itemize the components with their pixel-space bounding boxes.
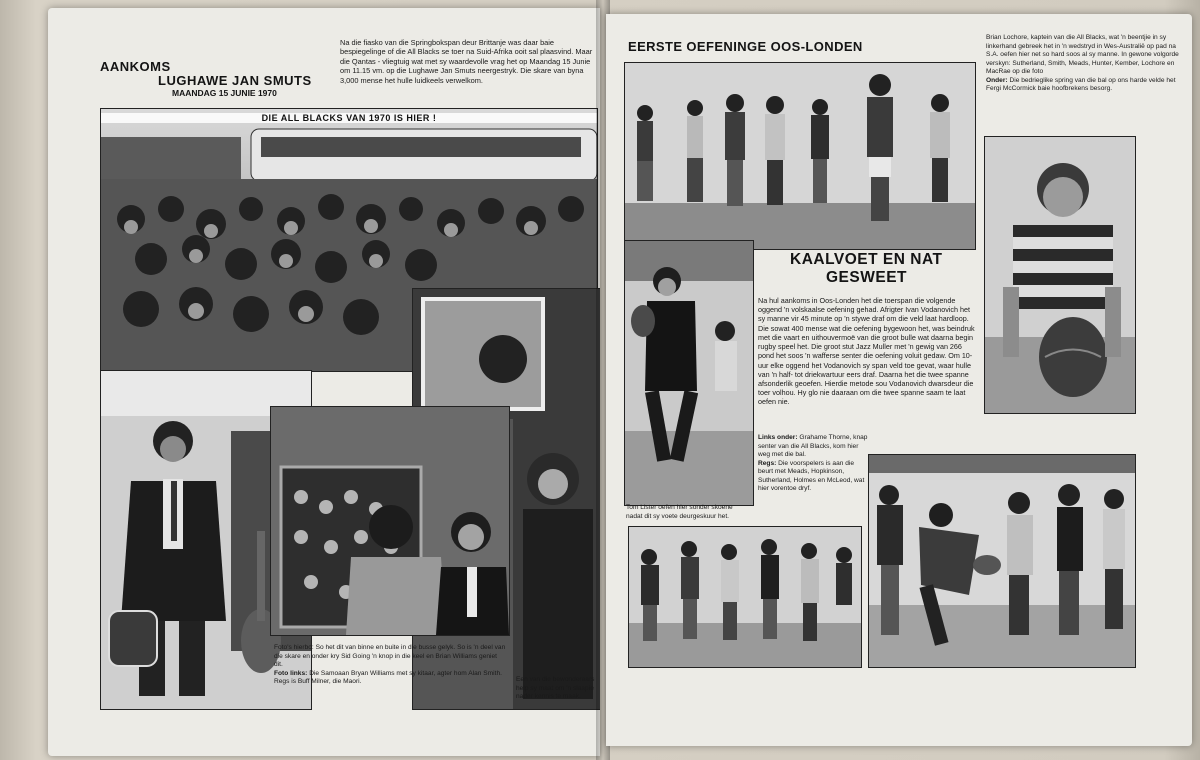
- right-caption-regs-label: Regs:: [758, 459, 777, 467]
- right-caption-links-onder: [758, 434, 870, 494]
- left-caption-right: Een van die bewonderaars help sy maat om 'n slaapie nader kennis te maak.: [516, 676, 595, 701]
- practice-photo: [628, 526, 862, 668]
- right-caption-onder-text: Die bedrieglike spring van die bal op ons harde velde het Fergi McCormick baie hoofbrekens besorg.: [986, 76, 1176, 93]
- left-caption-main-text: Foto's hierbo: So het dit van binne en buite in die busse gelyk. So is 'n deel van die skare en onder kry Sid Going 'n knop in die keel en Brian Williams geniet dit.: [274, 644, 506, 669]
- right-caption-top: [986, 34, 1186, 94]
- thorne-scene: [625, 241, 753, 505]
- right-page: [606, 14, 1192, 746]
- right-caption-regs-text: Die voorspelers is aan die beurt met Meads, Hopkinson, Sutherland, Holmes en McLeod, wat hier vorentoe dryf.: [758, 459, 865, 493]
- left-title-aankoms: AANKOMS: [100, 59, 171, 74]
- left-page: [48, 8, 600, 756]
- thorne-photo: [624, 240, 754, 506]
- right-subtitle-2: GESWEET: [826, 269, 908, 286]
- bus-interior-scene: [271, 407, 509, 635]
- left-date: MAANDAG 15 JUNIE 1970: [172, 88, 277, 98]
- team-running-scene: [625, 63, 975, 249]
- right-title: EERSTE OEFENINGE OOS-LONDEN: [628, 39, 863, 54]
- forwards-scene: [869, 455, 1135, 667]
- lochore-scene: [985, 137, 1135, 413]
- left-title-lughawe: LUGHAWE JAN SMUTS: [158, 73, 312, 88]
- left-caption-links-label: Foto links:: [274, 669, 308, 677]
- right-body-text: Na hul aankoms in Oos-Londen het die toerspan die volgende oggend 'n volskaalse oefening gehad. Afrigter Ivan Vodanovich het sy manne vir 45 minute op 'n stywe draf om die veld laat hardloop. Die sowat 400 mense wat die oefening bygewoon het, was beindruk met die vaart en uithouvermoë van die groot bulle wat daarna begin rugby speel het. Die groot stut Jazz Muller met 'n gewig van 266 pond het soos 'n wafferse senter die oefening voluit gedaw. Om 10-uur elke oggend het Vodanovich sy span veld toe gevat, waar hulle van 'n half- tot driekwartuur eers draf. Daarna het die twee spanne afsonderlik geoefen. Hierdie metode sou Vodanovich dwarsdeur die toer volhou. Hy glo nie daaraan om die twee spanne saam te laat oefen nie.: [758, 296, 975, 407]
- team-running-photo: [624, 62, 976, 250]
- right-subtitle-1: KAALVOET EN NAT: [790, 251, 943, 268]
- left-caption-links-text: Die Samoaan Bryan Williams met sy kitaar, agter hom Alan Smith. Regs is Buff Milner, die Maori.: [274, 669, 502, 686]
- lochore-ball-photo: [984, 136, 1136, 414]
- right-caption-links-onder-text: Grahame Thorne, knap senter van die All Blacks, kom hier weg met die bal.: [758, 434, 868, 459]
- left-intro-text: Na die fiasko van die Springbokspan deur Brittanje was daar baie bespiegelinge of die All Blacks se toer na Suid-Afrika ooit sal plaasvind. Maar die Qantas - vliegtuig wat met sy waardevolle vrag het op Maandag 15 Junie om 11.15 vm. op die Lughawe Jan Smuts neergestryk. Die skare van byna 3,000 mense het hulle luidkeels verwelkom.: [340, 38, 593, 85]
- photo-banner: DIE ALL BLACKS VAN 1970 IS HIER !: [101, 113, 597, 123]
- left-caption-main: [274, 644, 506, 687]
- right-caption-links-onder-label: Links onder:: [758, 434, 798, 441]
- right-caption-top-text: Brian Lochore, kaptein van die All Blacks, wat 'n beentjie in sy linkerhand gebreek het in 'n wedstryd in Wes-Australië op pad na S.A. oefen hier net so hard soos al sy manne. In gewone volgorde verskyn: Sutherland, Smith, Meads, Hunter, Kember, Lochore en MacRae op die foto: [986, 34, 1179, 76]
- right-caption-onder-label: Onder:: [986, 76, 1008, 84]
- practice-scene: [629, 527, 861, 667]
- forwards-photo: [868, 454, 1136, 668]
- right-caption-lister: Tom Lister oefen hier sonder skoene nadat dit sy voete deurgeskuur het.: [626, 504, 733, 520]
- bus-interior-photo: [270, 406, 510, 636]
